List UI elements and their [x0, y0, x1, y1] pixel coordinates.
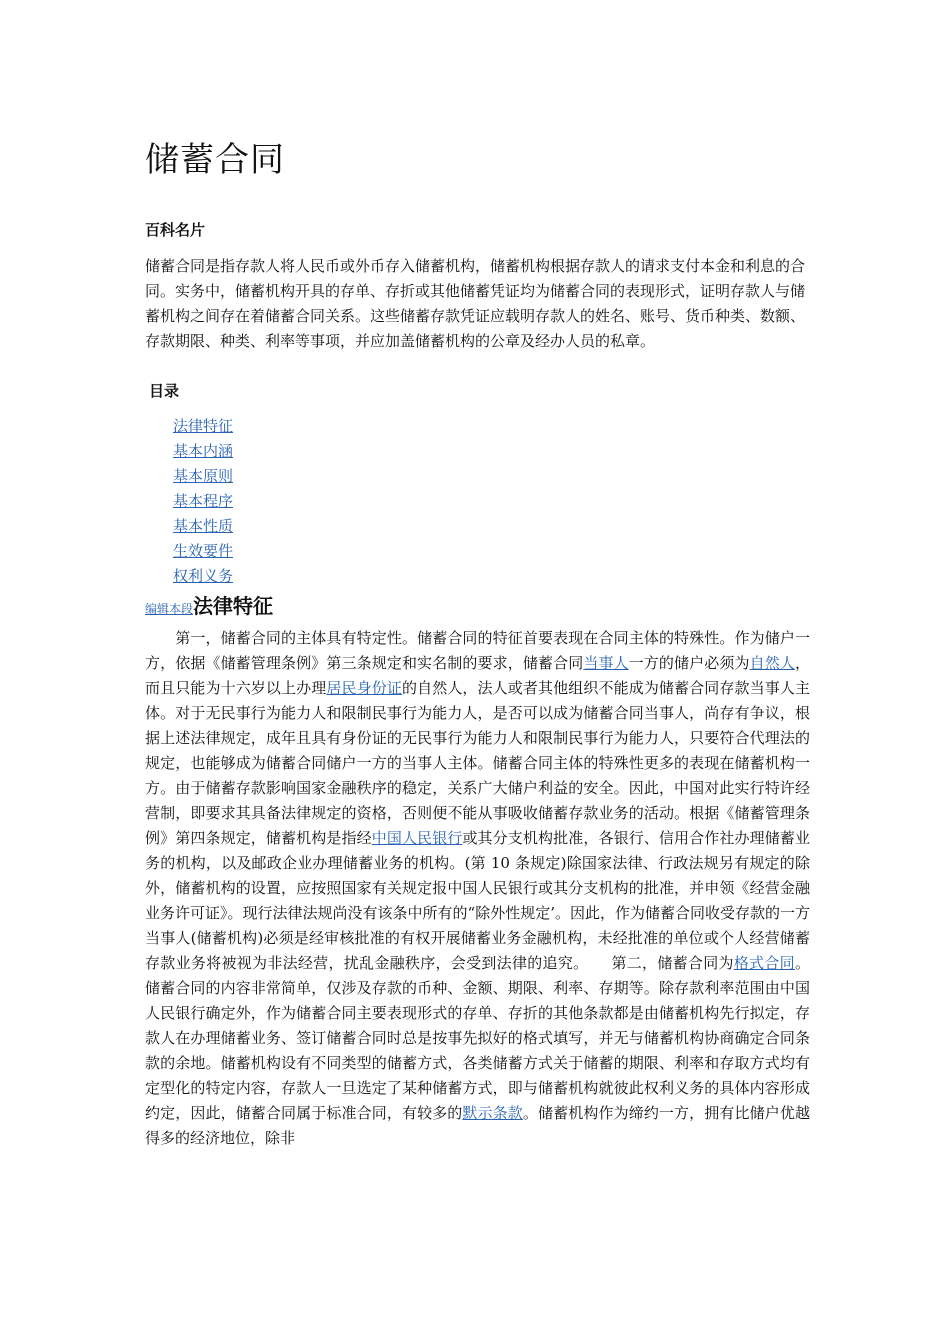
card-label: 百科名片: [145, 221, 206, 239]
summary-text: 储蓄合同是指存款人将人民币或外币存入储蓄机构，储蓄机构根据存款人的请求支付本金和利息的合同。实务中，储蓄机构开具的存单、存折或其他储蓄凭证均为储蓄合同的表现形式，证明存款人与储蓄机构之间存在着储蓄合同关系。这些储蓄存款凭证应载明存款人的姓名、账号、货币种类、数额、存款期限、种类、利率等事项，并应加盖储蓄机构的公章及经办人员的私章。: [145, 257, 806, 350]
body-text: 。储蓄合同的内容非常简单，仅涉及存款的币种、金额、期限、利率、存期等。除存款利率范围由中国人民银行确定外，作为储蓄合同主要表现形式的存单、存折的其他条款都是由储蓄机构先行拟定，存款人在办理储蓄业务、签订储蓄合同时总是按事先拟好的格式填写，并无与储蓄机构协商确定合同条款的余地。储蓄机构设有不同类型的储蓄方式，各类储蓄方式关于储蓄的期限、利率和存取方式均有定型化的特定内容，存款人一旦选定了某种储蓄方式，即与储蓄机构就彼此权利义务的具体内容形成约定，因此，储蓄合同属于标准合同，有较多的: [145, 954, 810, 1122]
toc-link-basic-principles[interactable]: 基本原则: [173, 467, 234, 485]
toc-item: [173, 439, 233, 464]
edit-section-link[interactable]: 编辑本段: [145, 602, 194, 616]
body-text: 。储蓄机构作为缔约一方，拥有比储户优越得多的经济地位，除非: [145, 1104, 810, 1147]
toc-item: [173, 514, 233, 539]
toc-link-basic-meaning[interactable]: 基本内涵: [173, 442, 234, 460]
table-of-contents: [173, 414, 233, 589]
body-text: ，而且只能为十六岁以上办理: [145, 654, 810, 697]
body-text: 的自然人，法人或者其他组织不能成为储蓄合同存款当事人主体。对于无民事行为能力人和限制民事行为能力人，是否可以成为储蓄合同当事人，尚存有争议，根据上述法律规定，成年且具有身份证的无民事行为能力人和限制民事行为能力人，只要符合代理法的规定，也能够成为储蓄合同储户一方的当事人主体。储蓄合同主体的特殊性更多的表现在储蓄机构一方。由于储蓄存款影响国家金融秩序的稳定，关系广大储户利益的安全。因此，中国对此实行特许经营制，即要求其具备法律规定的资格，否则便不能从事吸收储蓄存款业务的活动。根据《储蓄管理条例》第四条规定，储蓄机构是指经: [145, 679, 810, 847]
toc-item: [173, 539, 233, 564]
toc-link-effective-conditions[interactable]: 生效要件: [173, 542, 234, 560]
section-body: [145, 626, 810, 1151]
toc-link-basic-procedure[interactable]: 基本程序: [173, 492, 234, 510]
link-standard-contract[interactable]: 格式合同: [733, 954, 795, 972]
page-title: 储蓄合同: [145, 140, 285, 180]
link-resident-id[interactable]: 居民身份证: [326, 679, 402, 697]
toc-link-legal-features[interactable]: 法律特征: [173, 417, 234, 435]
link-natural-person[interactable]: 自然人: [749, 654, 795, 672]
link-pboc[interactable]: 中国人民银行: [371, 829, 463, 847]
body-text: 第一，储蓄合同的主体具有特定性。储蓄合同的特征首要表现在合同主体的特殊性。作为储户一方，依据《储蓄管理条例》第三条规定和实名制的要求，储蓄合同: [145, 629, 810, 672]
toc-link-basic-nature[interactable]: 基本性质: [173, 517, 234, 535]
section-heading: [145, 590, 273, 619]
section-title: 法律特征: [193, 594, 274, 618]
link-implied-terms[interactable]: 默示条款: [462, 1104, 523, 1122]
toc-item: [173, 489, 233, 514]
toc-item: [173, 564, 233, 589]
toc-label: 目录: [149, 382, 180, 400]
body-text: 或其分支机构批准，各银行、信用合作社办理储蓄业务的机构，以及邮政企业办理储蓄业务的机构。(第 10 条规定)除国家法律、行政法规另有规定的除外，储蓄机构的设置，应按照国家有关规定报中国人民银行或其分支机构的批准，并申领《经营金融业务许可证》。现行法律法规尚没有该条中所有的“除外性规定’。因此，作为储蓄合同收受存款的一方当事人(储蓄机构)必须是经审核批准的有权开展储蓄业务金融机构，未经批准的单位或个人经营储蓄存款业务将被视为非法经营，扰乱金融秩序，会受到法律的追究。 第二，储蓄合同为: [145, 829, 810, 972]
toc-link-rights-obligations[interactable]: 权利义务: [173, 567, 234, 585]
link-party[interactable]: 当事人: [583, 654, 629, 672]
toc-item: [173, 414, 233, 439]
toc-item: [173, 464, 233, 489]
body-text: 一方的储户必须为: [628, 654, 750, 672]
